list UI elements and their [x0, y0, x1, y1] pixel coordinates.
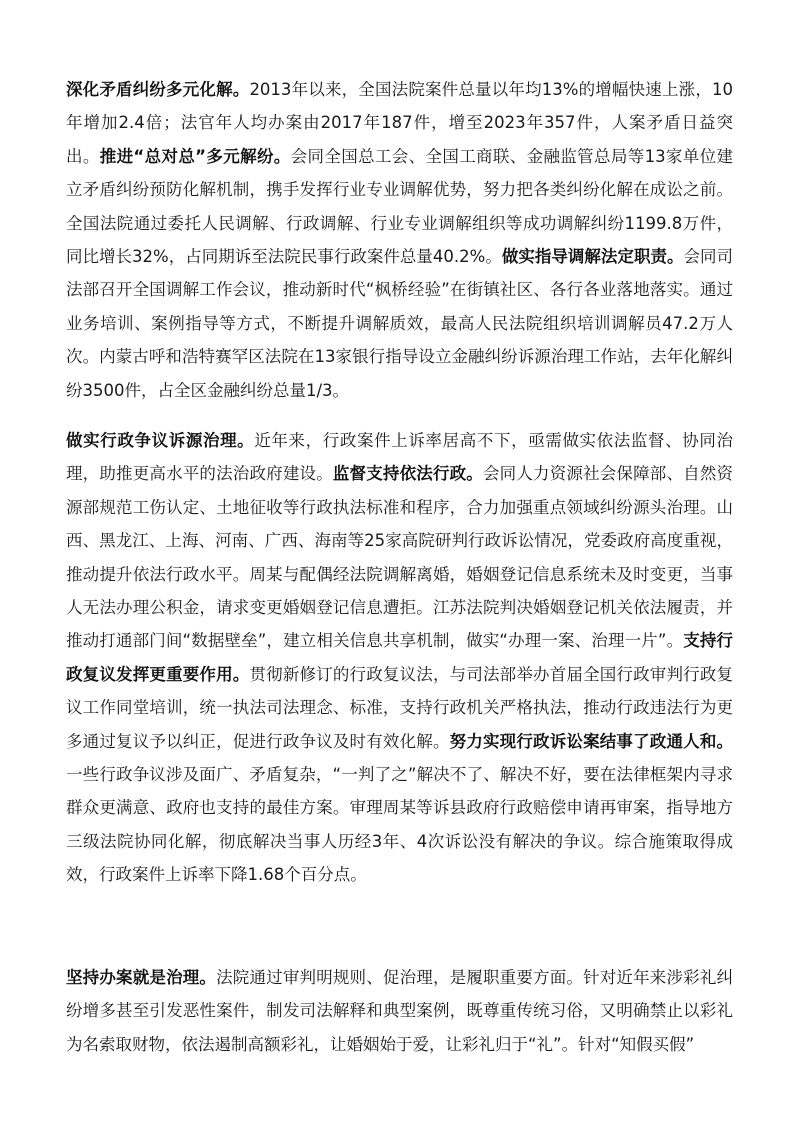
- body-text: 法院通过审判明规则、促治理，是履职重要方面。针对近年来涉彩礼纠纷增多甚至引发恶性案件，制发司法解释和典型案例，既尊重传统习俗，又明确禁止以彩礼为名索取财物，依法遏制高额彩礼，让婚姻始于爱，让彩礼归于“礼”。针对“知假买假”: [66, 968, 734, 1054]
- body-text: 会同司法部召开全国调解工作会议，推动新时代“枫桥经验”在街镇社区、各行各业落地落实。通过业务培训、案例指导等方式，不断提升调解质效，最高人民法院组织培训调解员47.2万人次。内蒙古呼和浩特赛罕区法院在13家银行指导设立金融纠纷诉源治理工作站，去年化解纠纷3500件，占全区金融纠纷总量1/3。: [66, 247, 734, 400]
- body-text: 会同人力资源社会保障部、自然资源部规范工伤认定、土地征收等行政执法标准和程序，合力加强重点领域纠纷源头治理。山西、黑龙江、上海、河南、广西、海南等25家高院研判行政诉讼情况，党委政府高度重视，推动提升依法行政水平。周某与配偶经法院调解离婚，婚姻登记信息系统未及时变更，当事人无法办理公积金，请求变更婚姻登记信息遭拒。江苏法院判决婚姻登记机关依法履责，并推动打通部门间“数据壁垒”，建立相关信息共享机制，做实“办理一案、治理一片”。: [66, 464, 734, 651]
- paragraph-diversified-dispute-resolution: [66, 73, 733, 407]
- heading-administrative-reconsideration: 支持行政复议发挥更重要作用。: [66, 631, 734, 684]
- heading-case-closure-harmony: 努力实现行政诉讼案结事了政通人和。: [449, 731, 734, 751]
- heading-case-handling-governance: 坚持办案就是治理。: [66, 968, 217, 987]
- body-text: 会同全国总工会、全国工商联、金融监管总局等13家单位建立矛盾纠纷预防化解机制，携手发挥行业专业调解优势，努力把各类纠纷化解在成讼之前。全国法院通过委托人民调解、行政调解、行业专业调解组织等成功调解纠纷1199.8万件，同比增长32%，占同期诉至法院民事行政案件总量40.2%。: [66, 146, 733, 267]
- body-text: 一些行政争议涉及面广、矛盾复杂，“一判了之”解决不了、解决不好，要在法律框架内寻求群众更满意、政府也支持的最佳方案。审理周某等诉县政府行政赔偿申请再审案，指导地方三级法院协同化解，彻底解决当事人历经3年、4次诉讼没有解决的争议。综合施策取得成效，行政案件上诉率下降1.68个百分点。: [66, 765, 733, 885]
- paragraph-administrative-dispute-governance: [66, 424, 733, 892]
- body-text: 贯彻新修订的行政复议法，与司法部举办首届全国行政审判行政复议工作同堂培训，统一执法司法理念、标准，支持行政机关严格执法，推动行政违法行为更多通过复议予以纠正，促进行政争议及时有效化解。: [66, 664, 734, 751]
- body-text: 近年来，行政案件上诉率居高不下，亟需做实依法监督、协同治理，助推更高水平的法治政府建设。: [66, 431, 734, 484]
- paragraph-case-handling-is-governance: [66, 961, 733, 1061]
- heading-deepen-diversified-resolution: 深化矛盾纠纷多元化解。: [66, 80, 250, 99]
- heading-administrative-dispute-source: 做实行政争议诉源治理。: [66, 431, 255, 450]
- heading-mediation-guidance-duty: 做实指导调解法定职责。: [501, 247, 684, 267]
- heading-promote-total-to-total: 推进“总对总”多元解纷。: [99, 146, 291, 166]
- heading-support-lawful-administration: 监督支持依法行政。: [332, 464, 483, 484]
- body-text: 2013年以来，全国法院案件总量以年均13%的增幅快速上涨，10年增加2.4倍；法官年人均办案由2017年187件，增至2023年357件，人案矛盾日益突出。: [66, 80, 733, 166]
